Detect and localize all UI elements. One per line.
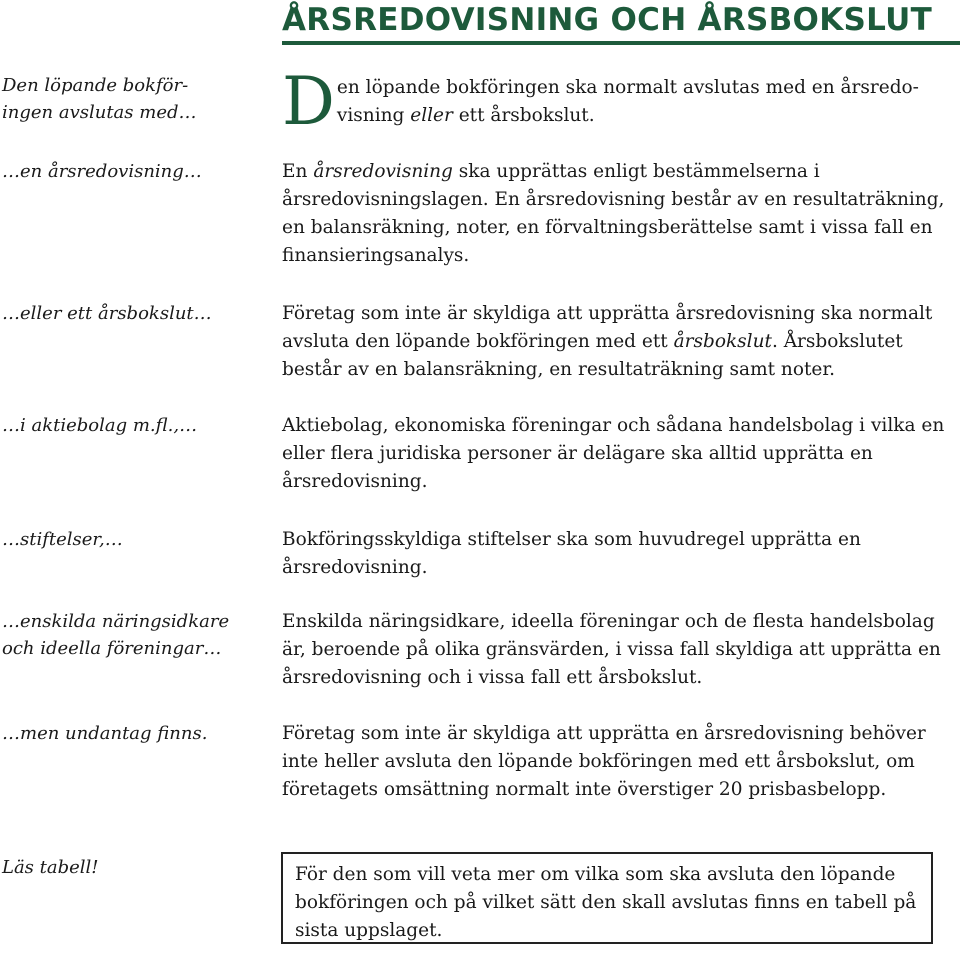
paragraph-intro bbox=[282, 63, 954, 140]
paragraph-2-text-2: ska upprättas enligt bestämmelserna i årsredovisningslagen. En årsredovisning består av en resultaträkning, en balansräkning, noter, en förvaltningsberättelse samt i vissa fall en finansieringsanalys. bbox=[282, 161, 945, 266]
drop-cap: D bbox=[282, 63, 335, 140]
margin-note-5: …stiftelser,… bbox=[2, 529, 123, 550]
paragraph-3-text-1: Företag som inte är skyldiga att upprätta årsredovisning ska normalt avsluta den löpande bokföringen med ett bbox=[282, 303, 933, 352]
paragraph-stiftelser: Bokföringsskyldiga stiftelser ska som huvudregel upprätta en årsredovisning. bbox=[282, 529, 861, 578]
paragraph-undantag: Företag som inte är skyldiga att upprätta en årsredovisning behöver inte heller avsluta den löpande bokföringen med ett årsbokslut, om företagets omsättning normalt inte överstiger 20 prisbasbelopp. bbox=[282, 723, 926, 800]
margin-note-7: …men undantag finns. bbox=[2, 723, 208, 744]
paragraph-3-emphasis: årsbokslut bbox=[673, 331, 772, 352]
paragraph-intro-text-1: en löpande bokföringen ska normalt avslutas med en årsredo-visning bbox=[336, 77, 919, 126]
page-title: ÅRSREDOVISNING OCH ÅRSBOKSLUT bbox=[282, 2, 933, 38]
margin-note-1: Den löpande bokför-ingen avslutas med… bbox=[2, 75, 197, 123]
see-table-note: Läs tabell! bbox=[2, 857, 99, 878]
paragraph-aktiebolag: Aktiebolag, ekonomiska föreningar och sådana handelsbolag i vilka en eller flera juridiska personer är delägare ska alltid upprätta en årsredovisning. bbox=[282, 415, 945, 492]
paragraph-intro-emphasis: eller bbox=[410, 105, 453, 126]
paragraph-2-emphasis: årsredovisning bbox=[313, 161, 453, 182]
paragraph-2-text-1: En bbox=[282, 161, 314, 182]
info-box: För den som vill veta mer om vilka som ska avsluta den löpande bokföringen och på vilket sätt den skall avslutas finns en tabell på sista uppslaget. bbox=[281, 852, 933, 944]
paragraph-intro-text-2: ett årsbokslut. bbox=[452, 105, 595, 126]
margin-note-2: …en årsredovisning… bbox=[2, 161, 202, 182]
paragraph-3-text-2: . Årsbokslutet består av en balansräkning, en resultaträkning samt noter. bbox=[282, 331, 903, 380]
title-underline bbox=[282, 41, 960, 45]
paragraph-arsredovisning bbox=[282, 158, 954, 270]
margin-note-3: …eller ett årsbokslut… bbox=[2, 303, 212, 324]
paragraph-naringsidkare: Enskilda näringsidkare, ideella föreningar och de flesta handelsbolag är, beroende på olika gränsvärden, i vissa fall skyldiga att upprätta en årsredovisning och i vissa fall ett årsbokslut. bbox=[282, 611, 941, 688]
paragraph-arsbokslut bbox=[282, 300, 954, 384]
margin-note-6: …enskilda näringsidkare och ideella föreningar… bbox=[2, 611, 230, 659]
margin-note-4: …i aktiebolag m.fl.,… bbox=[2, 415, 198, 436]
